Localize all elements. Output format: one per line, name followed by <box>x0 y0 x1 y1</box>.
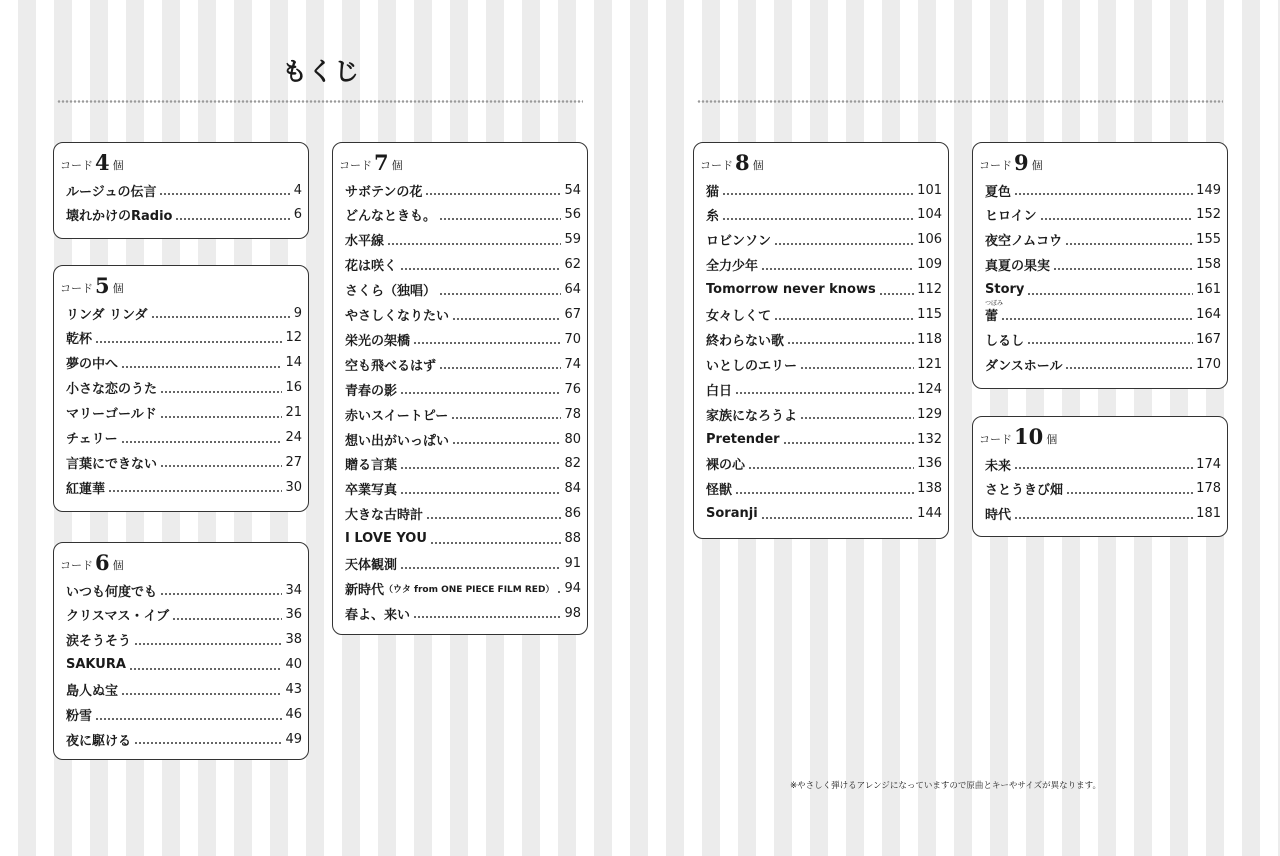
song-title: 時代 <box>985 508 1012 524</box>
song-title: 白日 <box>706 383 733 399</box>
leader-dots <box>1014 467 1193 469</box>
toc-entry[interactable] <box>345 306 581 324</box>
toc-entry[interactable] <box>345 604 581 622</box>
page-number: 56 <box>564 207 581 223</box>
song-title: 小さな恋のうた <box>66 382 158 398</box>
toc-entry[interactable] <box>985 231 1221 249</box>
page-number: 109 <box>917 257 942 273</box>
leader-dots <box>722 193 914 195</box>
page-number: 181 <box>1196 506 1221 522</box>
toc-entry[interactable] <box>706 181 942 199</box>
song-title: 涙そうそう <box>66 634 132 650</box>
page-number: 88 <box>564 531 581 547</box>
toc-entry[interactable] <box>985 480 1221 498</box>
page-number: 27 <box>285 454 302 470</box>
leader-dots <box>1027 342 1193 344</box>
page-number: 152 <box>1196 207 1221 223</box>
leader-dots <box>439 367 561 369</box>
page-number: 174 <box>1196 456 1221 472</box>
song-title: 蕾 つぼみ <box>985 300 1004 324</box>
leader-dots <box>413 342 561 344</box>
chord-count: 4 <box>95 150 110 175</box>
song-title: 大きな古時計 <box>345 508 424 524</box>
song-title: 真夏の果実 <box>985 259 1051 275</box>
toc-entry[interactable] <box>345 206 581 224</box>
chord-section-7 <box>332 142 588 635</box>
toc-entry[interactable] <box>706 306 942 324</box>
song-title: 紅蓮華 <box>66 481 106 497</box>
page-number: 4 <box>293 182 302 198</box>
page-number: 6 <box>293 207 302 223</box>
song-title: 猫 <box>706 184 720 200</box>
toc-entry[interactable] <box>706 206 942 224</box>
page-number: 158 <box>1196 257 1221 273</box>
song-title: SAKURA <box>66 657 126 673</box>
toc-entry[interactable] <box>985 281 1221 299</box>
page-number: 40 <box>285 657 302 673</box>
toc-entry[interactable] <box>985 181 1221 199</box>
toc-entry[interactable] <box>345 405 581 423</box>
song-title: チェリー <box>66 432 118 447</box>
page-title: もくじ <box>282 57 361 86</box>
chord-count: 5 <box>95 273 110 298</box>
leader-dots <box>735 492 914 494</box>
leader-dots <box>400 392 561 394</box>
chord-count: 9 <box>1014 150 1029 175</box>
toc-entry[interactable] <box>345 579 581 597</box>
page-number: 115 <box>917 307 942 322</box>
page-number: 74 <box>564 356 581 372</box>
toc-entry[interactable] <box>706 231 942 249</box>
section-label: コード <box>60 282 93 295</box>
song-title: 青春の影 <box>345 383 398 399</box>
section-header <box>60 549 124 573</box>
leader-dots <box>452 442 561 444</box>
arrangement-note: ※やさしく弾けるアレンジになっていますので原曲とキーやサイズが異なります。 <box>790 781 1102 791</box>
toc-entry[interactable] <box>345 231 581 249</box>
chord-section-4 <box>53 142 309 239</box>
leader-dots <box>413 616 561 618</box>
song-title: 夢の中へ <box>66 357 119 373</box>
song-title: ロビンソン <box>706 234 772 250</box>
song-title: 夜に駆ける <box>66 733 132 749</box>
leader-dots <box>774 318 914 320</box>
page-number: 46 <box>285 707 302 722</box>
page-number: 54 <box>564 182 581 198</box>
page-number: 59 <box>564 232 581 248</box>
leader-dots <box>400 492 561 494</box>
leader-dots <box>160 416 283 418</box>
toc-entry[interactable] <box>66 206 302 224</box>
toc-entry[interactable] <box>985 206 1221 224</box>
leader-dots <box>722 218 914 220</box>
section-label: コード <box>60 159 93 172</box>
section-label: コード <box>979 433 1012 446</box>
section-header <box>339 149 403 173</box>
toc-entry[interactable] <box>345 505 581 523</box>
toc-entry[interactable] <box>706 405 942 423</box>
section-label: コード <box>979 159 1012 172</box>
toc-entry[interactable] <box>985 300 1221 324</box>
leader-dots <box>108 490 282 492</box>
section-header <box>700 149 764 173</box>
song-title: 女々しくて <box>706 309 772 324</box>
page-number: 170 <box>1196 356 1221 372</box>
page-number: 38 <box>285 632 302 648</box>
toc-entry[interactable] <box>706 281 942 299</box>
leader-dots <box>557 591 561 593</box>
song-title: 栄光の架橋 <box>345 333 411 349</box>
toc-entry[interactable] <box>66 404 302 422</box>
toc-entry[interactable] <box>66 681 302 699</box>
page-number: 49 <box>285 731 302 747</box>
toc-entry[interactable] <box>66 304 302 322</box>
toc-entry[interactable] <box>66 656 302 674</box>
song-title: Tomorrow never knows <box>706 282 876 298</box>
section-header <box>979 149 1043 173</box>
page-number: 84 <box>564 481 581 497</box>
toc-entry[interactable] <box>706 455 942 473</box>
page-number: 129 <box>917 406 942 422</box>
leader-dots <box>761 517 915 519</box>
leader-dots <box>439 218 561 220</box>
section-counter: 個 <box>112 282 124 295</box>
leader-dots <box>159 193 290 195</box>
section-counter: 個 <box>391 159 403 172</box>
leader-dots <box>121 366 282 368</box>
leader-dots <box>783 442 915 444</box>
leader-dots <box>451 417 561 419</box>
toc-entry[interactable] <box>345 530 581 548</box>
leader-dots <box>134 742 282 744</box>
song-title: 想い出がいっぱい <box>345 433 450 449</box>
song-title: 贈る言葉 <box>345 458 398 474</box>
leader-dots <box>1053 268 1193 270</box>
toc-entry[interactable] <box>66 730 302 748</box>
leader-dots <box>121 693 282 695</box>
leader-dots <box>774 243 914 245</box>
toc-entry[interactable] <box>66 329 302 347</box>
toc-entry[interactable] <box>66 429 302 447</box>
leader-dots <box>1065 367 1193 369</box>
toc-entry[interactable] <box>66 631 302 649</box>
song-title: 裸の心 <box>706 458 746 474</box>
section-label: コード <box>60 559 93 572</box>
page-number: 155 <box>1196 232 1221 248</box>
toc-entry[interactable] <box>66 181 302 199</box>
page-number: 76 <box>564 381 581 397</box>
toc-entry[interactable] <box>706 355 942 373</box>
chord-count: 7 <box>374 150 389 175</box>
toc-entry[interactable] <box>706 505 942 523</box>
leader-dots <box>95 341 282 343</box>
page-number: 24 <box>285 430 302 445</box>
leader-dots <box>800 417 914 419</box>
leader-dots <box>400 268 561 270</box>
toc-entry[interactable] <box>985 505 1221 523</box>
song-title: やさしくなりたい <box>345 309 450 324</box>
page-number: 124 <box>917 381 942 397</box>
toc-entry[interactable] <box>345 256 581 274</box>
page-number: 101 <box>917 182 942 198</box>
section-counter: 個 <box>1046 433 1058 446</box>
leader-dots <box>1014 193 1193 195</box>
page-number: 106 <box>917 232 942 248</box>
chord-section-5 <box>53 265 309 512</box>
leader-dots <box>1014 517 1193 519</box>
song-title: 怪獣 <box>706 483 733 499</box>
leader-dots <box>160 465 282 467</box>
leader-dots <box>1040 218 1194 220</box>
song-title: 夏色 <box>985 184 1012 200</box>
toc-entry[interactable] <box>345 430 581 448</box>
section-header <box>60 149 124 173</box>
leader-dots <box>400 467 561 469</box>
page-number: 144 <box>917 506 942 522</box>
page-number: 12 <box>285 330 302 346</box>
toc-entry[interactable] <box>345 455 581 473</box>
page-number: 21 <box>285 405 302 421</box>
section-counter: 個 <box>112 559 124 572</box>
page-number: 121 <box>917 356 942 372</box>
song-title: ダンスホール <box>985 358 1063 374</box>
leader-dots <box>735 392 914 394</box>
song-title-subtitle: （ウタ from ONE PIECE FILM RED） <box>384 584 555 595</box>
toc-entry[interactable] <box>345 480 581 498</box>
song-title: Story <box>985 282 1025 298</box>
song-title: 夜空ノムコウ <box>985 234 1063 250</box>
leader-dots <box>1066 492 1193 494</box>
page-number: 64 <box>564 282 581 298</box>
toc-entry[interactable] <box>706 430 942 448</box>
section-label: コード <box>700 159 733 172</box>
leader-dots <box>425 193 561 195</box>
page-number: 98 <box>564 605 581 621</box>
page-number: 67 <box>564 307 581 322</box>
leader-dots <box>387 243 561 245</box>
leader-dots <box>151 316 291 318</box>
song-title: 全力少年 <box>706 259 759 275</box>
song-title: 赤いスイートピー <box>345 408 449 424</box>
page-number: 9 <box>293 305 302 321</box>
toc-entry[interactable] <box>66 581 302 599</box>
song-title: 粉雪 <box>66 709 93 724</box>
chord-section-8 <box>693 142 949 539</box>
song-title: リンダ リンダ <box>66 307 148 323</box>
leader-dots <box>426 517 561 519</box>
page-number: 164 <box>1196 307 1221 322</box>
song-title: 家族になろうよ <box>706 408 798 424</box>
section-header <box>979 423 1057 447</box>
leader-dots <box>160 391 282 393</box>
leader-dots <box>172 618 282 620</box>
page-number: 43 <box>285 682 302 698</box>
title-divider-left <box>57 99 583 104</box>
page-number: 78 <box>564 406 581 422</box>
song-title: クリスマス・イブ <box>66 609 170 625</box>
song-title: 言葉にできない <box>66 456 158 472</box>
page-number: 132 <box>917 431 942 447</box>
page-number: 112 <box>917 282 942 298</box>
leader-dots <box>1001 318 1193 320</box>
page-number: 118 <box>917 331 942 347</box>
page-number: 167 <box>1196 331 1221 347</box>
leader-dots <box>95 718 282 720</box>
leader-dots <box>748 467 914 469</box>
page-number: 104 <box>917 207 942 223</box>
page-number: 149 <box>1196 182 1221 198</box>
song-title: Soranji <box>706 506 758 522</box>
song-title: しるし <box>985 333 1025 349</box>
leader-dots <box>160 593 282 595</box>
song-title: 終わらない歌 <box>706 333 785 349</box>
toc-entry[interactable] <box>985 330 1221 348</box>
leader-dots <box>787 342 914 344</box>
song-title: いとしのエリー <box>706 358 798 374</box>
toc-entry[interactable] <box>66 379 302 397</box>
toc-entry[interactable] <box>66 478 302 496</box>
song-title-ruby: つぼみ <box>985 300 1004 307</box>
song-title: 未来 <box>985 458 1012 474</box>
page-number: 16 <box>285 380 302 396</box>
song-title: 花は咲く <box>345 259 398 275</box>
song-title: 糸 <box>706 209 720 225</box>
song-title: 乾杯 <box>66 332 93 348</box>
page-number: 30 <box>285 479 302 495</box>
page-number: 94 <box>564 580 581 596</box>
leader-dots <box>439 293 561 295</box>
toc-entry[interactable] <box>706 256 942 274</box>
section-counter: 個 <box>1031 159 1043 172</box>
leader-dots <box>129 668 283 670</box>
song-title: いつも何度でも <box>66 584 158 600</box>
chord-section-9 <box>972 142 1228 389</box>
song-title: 水平線 <box>345 234 385 250</box>
song-title: 卒業写真 <box>345 483 398 499</box>
song-title: 島人ぬ宝 <box>66 684 119 700</box>
section-header <box>60 272 124 296</box>
leader-dots <box>400 567 561 569</box>
toc-entry[interactable] <box>706 330 942 348</box>
chord-section-6 <box>53 542 309 760</box>
section-counter: 個 <box>752 159 764 172</box>
chord-count: 6 <box>95 550 110 575</box>
leader-dots <box>1065 243 1193 245</box>
toc-entry[interactable] <box>66 453 302 471</box>
page-number: 136 <box>917 456 942 472</box>
toc-entry[interactable] <box>706 380 942 398</box>
toc-entry[interactable] <box>985 355 1221 373</box>
leader-dots <box>134 643 282 645</box>
leader-dots <box>800 367 914 369</box>
leader-dots <box>175 218 290 220</box>
section-label: コード <box>339 159 372 172</box>
song-title: さとうきび畑 <box>985 483 1064 499</box>
page-number: 161 <box>1196 282 1221 298</box>
song-title: どんなときも。 <box>345 209 437 225</box>
song-title: I LOVE YOU <box>345 531 427 547</box>
song-title: 春よ、来い <box>345 607 411 623</box>
page-number: 82 <box>564 456 581 472</box>
leader-dots <box>452 318 561 320</box>
toc-entry[interactable] <box>345 555 581 573</box>
page-number: 14 <box>285 355 302 371</box>
toc-entry[interactable] <box>345 380 581 398</box>
page-number: 86 <box>564 506 581 522</box>
toc-entry[interactable] <box>345 181 581 199</box>
toc-entry[interactable] <box>345 281 581 299</box>
page-number: 91 <box>564 556 581 571</box>
song-title: 空も飛べるはず <box>345 358 437 374</box>
song-title: 壊れかけのRadio <box>66 209 173 225</box>
song-title: 天体観測 <box>345 558 398 573</box>
chord-section-10 <box>972 416 1228 537</box>
toc-entry[interactable] <box>985 455 1221 473</box>
page-number: 62 <box>564 257 581 273</box>
toc-entry[interactable] <box>66 606 302 624</box>
leader-dots <box>121 441 283 443</box>
song-title: ヒロイン <box>985 209 1037 225</box>
song-title: ルージュの伝言 <box>66 184 157 200</box>
toc-entry[interactable] <box>66 354 302 372</box>
page-number: 80 <box>564 431 581 447</box>
page-number: 70 <box>564 331 581 347</box>
song-title: Pretender <box>706 431 780 447</box>
page-number: 178 <box>1196 481 1221 497</box>
chord-count: 8 <box>735 150 750 175</box>
title-divider-right <box>697 99 1223 104</box>
song-title: さくら（独唱） <box>345 284 437 300</box>
chord-count: 10 <box>1014 424 1044 449</box>
toc-entry[interactable] <box>345 330 581 348</box>
song-title: マリーゴールド <box>66 407 157 423</box>
toc-entry[interactable] <box>345 355 581 373</box>
toc-entry[interactable] <box>985 256 1221 274</box>
section-counter: 個 <box>112 159 124 172</box>
page-number: 36 <box>285 607 302 623</box>
leader-dots <box>761 268 914 270</box>
page-number: 138 <box>917 481 942 497</box>
leader-dots <box>430 542 562 544</box>
page-number: 34 <box>285 582 302 598</box>
toc-entry[interactable] <box>706 480 942 498</box>
leader-dots <box>1027 293 1193 295</box>
toc-entry[interactable] <box>66 706 302 724</box>
leader-dots <box>879 293 914 295</box>
song-title: 新時代 <box>345 582 385 598</box>
song-title: サボテンの花 <box>345 184 423 200</box>
